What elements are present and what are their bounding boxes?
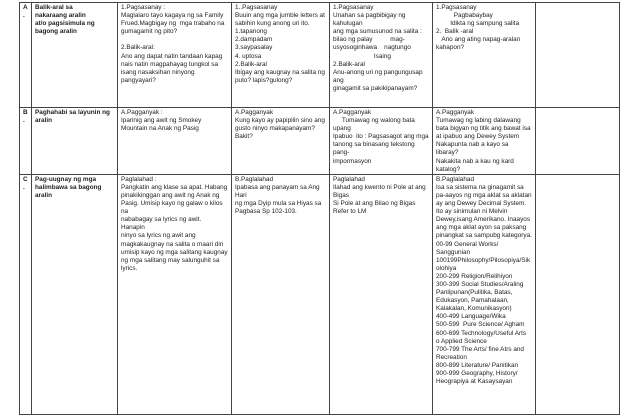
day3-cell: Paglalahad Ilahad ang kwento ni Pole at ang Bigas Si Pole at ang Bilao ng Bigas Refer to LM xyxy=(330,174,433,414)
day5-cell xyxy=(536,174,620,414)
row-letter: A. xyxy=(20,3,32,108)
table-row xyxy=(20,108,620,175)
row-label: Paghahabi sa layunin ng aralin xyxy=(32,108,118,175)
day2-cell: A.Pagganyak Kung kayo ay papipilin sino ang gusto ninyo makapanayam? Bakit? xyxy=(232,108,330,175)
day4-cell: B.Paglalahad Isa sa sistema na ginagamit sa pa-aayos ng mga aklat sa aklatan ay ang Dewey Decimal System. Ito ay sinimulan ni Melvin Dewey,isang Amerikano. Inaayos ang mga aklat ayon sa paksang pinangkat sa sampubg kategorya. 00-99 General Works/ Sanggunian 100199Philosophy/Pilosopiya/Sik olohiya 200-299 Religion/Relihiyon 300-399 Social Studies/Araling Panlipunan(Pulitika, Batas, Edukasyon, Pamahalaan, Kalakalan, Komunikasyon) 400-499 Language/Wika 500-599 Pure Science/ Agham 600-699 Technology/Useful Arts o Applied Science 700-799 The Arts/ fine Atrs and Recreation 800-899 Literature/ Panitikan 900-999 Geography, History/ Heograpiya at Kasaysayan xyxy=(433,174,536,414)
table-row xyxy=(20,174,620,414)
table-row xyxy=(20,3,620,108)
row-label: Pag-uugnay ng mga halimbawa sa bagong aralin xyxy=(32,174,118,414)
day3-cell: A.Pagganyak Tumawag ng walong bata upang Ipabuo ito : Pagsasagot ang mga tanong sa binasang tekstong pang- impormasyon xyxy=(330,108,433,175)
day1-cell: Paglalahad : Pangkatin ang klase sa apat. Habang pinakikinggan ang awit ng Anak ng Pasig. Umisip kayo ng galaw o kilos na nababagay sa lyrics ng awit. Hanapin ninyo sa lyrics ng awit ang magkakaugnay na salita o maari din umisip kayo ng mga salitang kaugnay ng mga salitang may salunguhit sa lyrics. xyxy=(118,174,232,414)
day4-cell: A.Pagganyak Tumawag ng labing dalawang bata bigyan ng titik ang bawat isa at ipabuo ang Dewey System Nakapunta nab a kayo sa libaray? Nakakita nab a kau ng kard katalog? xyxy=(433,108,536,175)
day5-cell xyxy=(536,108,620,175)
day5-cell xyxy=(536,3,620,108)
row-letter: B. xyxy=(20,108,32,175)
day1-cell: A.Pagganyak : Iparinig ang awit ng Smokey Mountain na Anak ng Pasig xyxy=(118,108,232,175)
day1-cell: 1.Pagsasanay : Maglalaro tayo kagaya ng sa Family Frued.Magbigay ng mga trabaho na gumagamit ng pito? 2.Balik-aral: Ano ang dapat natin tandaan kapag nais natin magpahayag tungkol sa isang nasaksihan ninyong pangyayari? xyxy=(118,3,232,108)
lesson-plan-table xyxy=(19,2,620,415)
day2-cell: B.Paglalahad Ipabasa ang panayam sa Ang Hari ng mga Dyip mula sa Hiyas sa Pagbasa Sp 102-103. xyxy=(232,174,330,414)
day2-cell: 1..Pagsasanay Buuin ang mga jumble letters at sabihin kung anong uri ito. 1.tapanong 2.dampadam 3.saypasalay 4. uptosa 2.Balik-aral Ibigay ang kaugnay na salita ng puto? lapis?gulong? xyxy=(232,3,330,108)
row-letter: C. xyxy=(20,174,32,414)
row-label: Balik-aral sa nakaraang aralin at/o pagsisimula ng bagong aralin xyxy=(32,3,118,108)
day4-cell: 1.Pagsasanay Pagbabaybay Idikta ng sampung salita 2. Balik -aral Ano ang ating napag-aralan kahapon? xyxy=(433,3,536,108)
day3-cell: 1.Pagsasanay Unahan sa pagbibigay ng kahulugan ang mga sumusunod na salita : bilao ng palay mag- usyosoginhawa nagtungo Isaing 2.Balik-aral Anu-anong uri ng pangungusap ang ginagamit sa pakikipanayam? xyxy=(330,3,433,108)
